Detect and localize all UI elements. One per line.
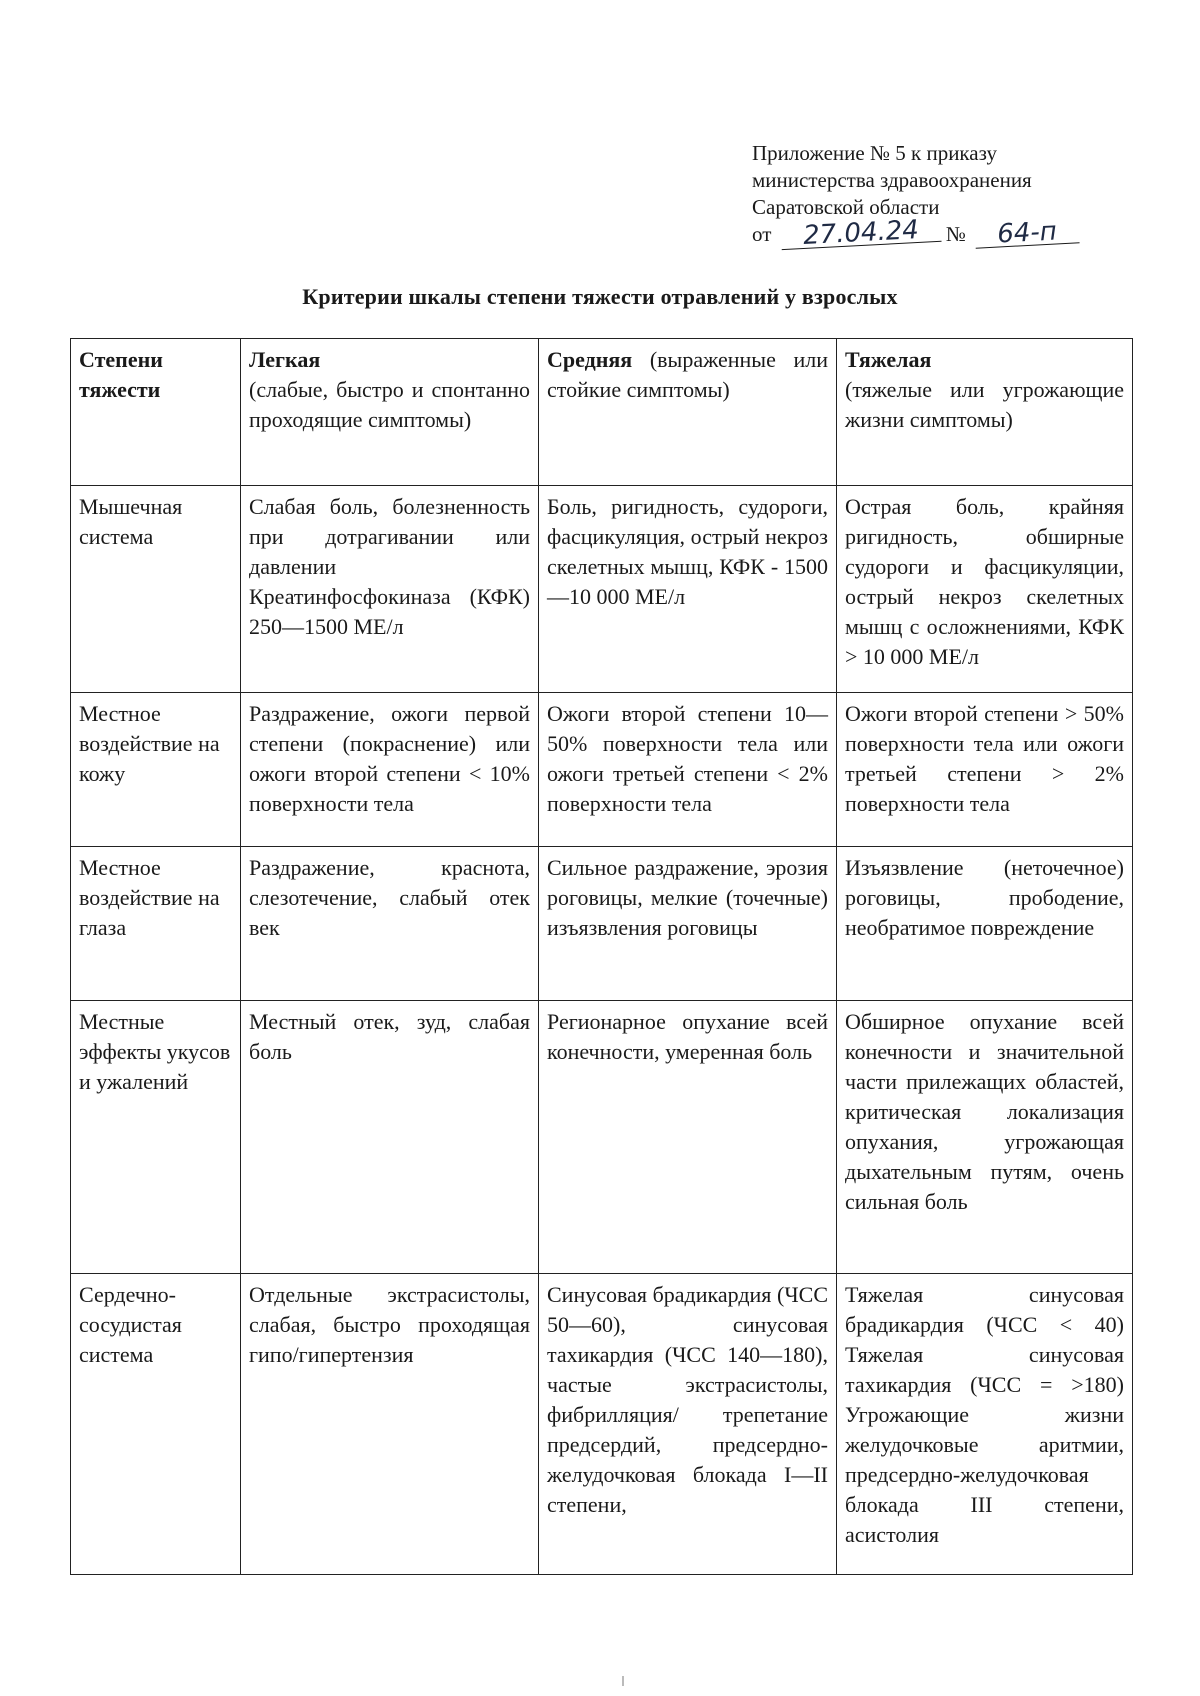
header-severity-label: Степени тяжести — [79, 347, 163, 402]
severe-cell: Ожоги второй степени > 50% поверхности тела или ожоги третьей степени > 2% поверхности тела — [837, 693, 1133, 847]
mild-cell: Местный отек, зуд, слабая боль — [241, 1001, 539, 1274]
severe-cell: Острая боль, крайняя ригидность, обширные судороги и фасцикуляции, острый некроз скелетных мышц с осложнениями, КФК > 10 000 МЕ/л — [837, 486, 1133, 693]
table-row — [71, 486, 1133, 693]
row-label: Мышечная система — [71, 486, 241, 693]
moderate-cell: Синусовая брадикардия (ЧСС 50—60), синусовая тахикардия (ЧСС 140—180), частые экстрасистолы, фибрилляция/ трепетание предсердий, предсердно-желудочковая блокада I—II степени, — [539, 1274, 837, 1575]
row-label: Сердечно-сосудистая система — [71, 1274, 241, 1575]
header-moderate-desc: (выраженные или стойкие симптомы) — [547, 347, 828, 402]
number-label: № — [945, 222, 966, 246]
annex-header — [752, 140, 1079, 252]
header-mild-name: Легкая — [249, 347, 321, 372]
severity-criteria-table — [70, 338, 1133, 1575]
severe-cell: Тяжелая синусовая брадикардия (ЧСС < 40) Тяжелая синусовая тахикардия (ЧСС = >180) Угрожающие жизни желудочковые аритмии, предсердно-желудочковая блокада III степени, асистолия — [837, 1274, 1133, 1575]
header-severe — [837, 339, 1133, 486]
mild-cell: Раздражение, ожоги первой степени (покраснение) или ожоги второй степени < 10% поверхности тела — [241, 693, 539, 847]
row-label: Местное воздействие на глаза — [71, 847, 241, 1001]
annex-date-line — [752, 214, 1079, 252]
severe-cell: Изъязвление (неточечное) роговицы, прободение, необратимое повреждение — [837, 847, 1133, 1001]
header-mild-desc: (слабые, быстро и спонтанно проходящие симптомы) — [249, 377, 530, 432]
mild-cell: Раздражение, краснота, слезотечение, слабый отек век — [241, 847, 539, 1001]
moderate-cell: Ожоги второй степени 10— 50% поверхности тела или ожоги третьей степени < 2% поверхности тела — [539, 693, 837, 847]
row-label: Местное воздействие на кожу — [71, 693, 241, 847]
annex-line-1: Приложение № 5 к приказу — [752, 141, 997, 165]
header-severity-degree — [71, 339, 241, 486]
moderate-cell: Боль, ригидность, судороги, фасцикуляция, острый некроз скелетных мышц, КФК - 1500—10 000 МЕ/л — [539, 486, 837, 693]
row-label: Местные эффекты укусов и ужалений — [71, 1001, 241, 1274]
mild-cell: Отдельные экстрасистолы, слабая, быстро проходящая гипо/гипертензия — [241, 1274, 539, 1575]
handwritten-date: 27.04.24 — [780, 217, 941, 250]
moderate-cell: Регионарное опухание всей конечности, умеренная боль — [539, 1001, 837, 1274]
header-mild — [241, 339, 539, 486]
header-severe-desc: (тяжелые или угрожающие жизни симптомы) — [845, 377, 1124, 432]
table-row — [71, 1274, 1133, 1575]
mild-cell: Слабая боль, болезненность при дотрагивании или давлении Креатинфосфокиназа (КФК) 250—1500 МЕ/л — [241, 486, 539, 693]
table-header-row — [71, 339, 1133, 486]
from-label: от — [752, 222, 772, 246]
handwritten-number: 64-п — [975, 218, 1080, 248]
annex-line-2: министерства здравоохранения — [752, 168, 1032, 192]
header-moderate — [539, 339, 837, 486]
severe-cell: Обширное опухание всей конечности и значительной части прилежащих областей, критическая локализация опухания, угрожающая дыхательным путям, очень сильная боль — [837, 1001, 1133, 1274]
document-title: Критерии шкалы степени тяжести отравлений у взрослых — [302, 284, 898, 309]
moderate-cell: Сильное раздражение, эрозия роговицы, мелкие (точечные) изъязвления роговицы — [539, 847, 837, 1001]
header-moderate-name: Средняя — [547, 347, 633, 372]
table-row — [71, 693, 1133, 847]
header-severe-name: Тяжелая — [845, 347, 932, 372]
table-row — [71, 1001, 1133, 1274]
page-edge-mark — [622, 1676, 624, 1686]
table-row — [71, 847, 1133, 1001]
annex-line-3: Саратовской области — [752, 195, 940, 219]
